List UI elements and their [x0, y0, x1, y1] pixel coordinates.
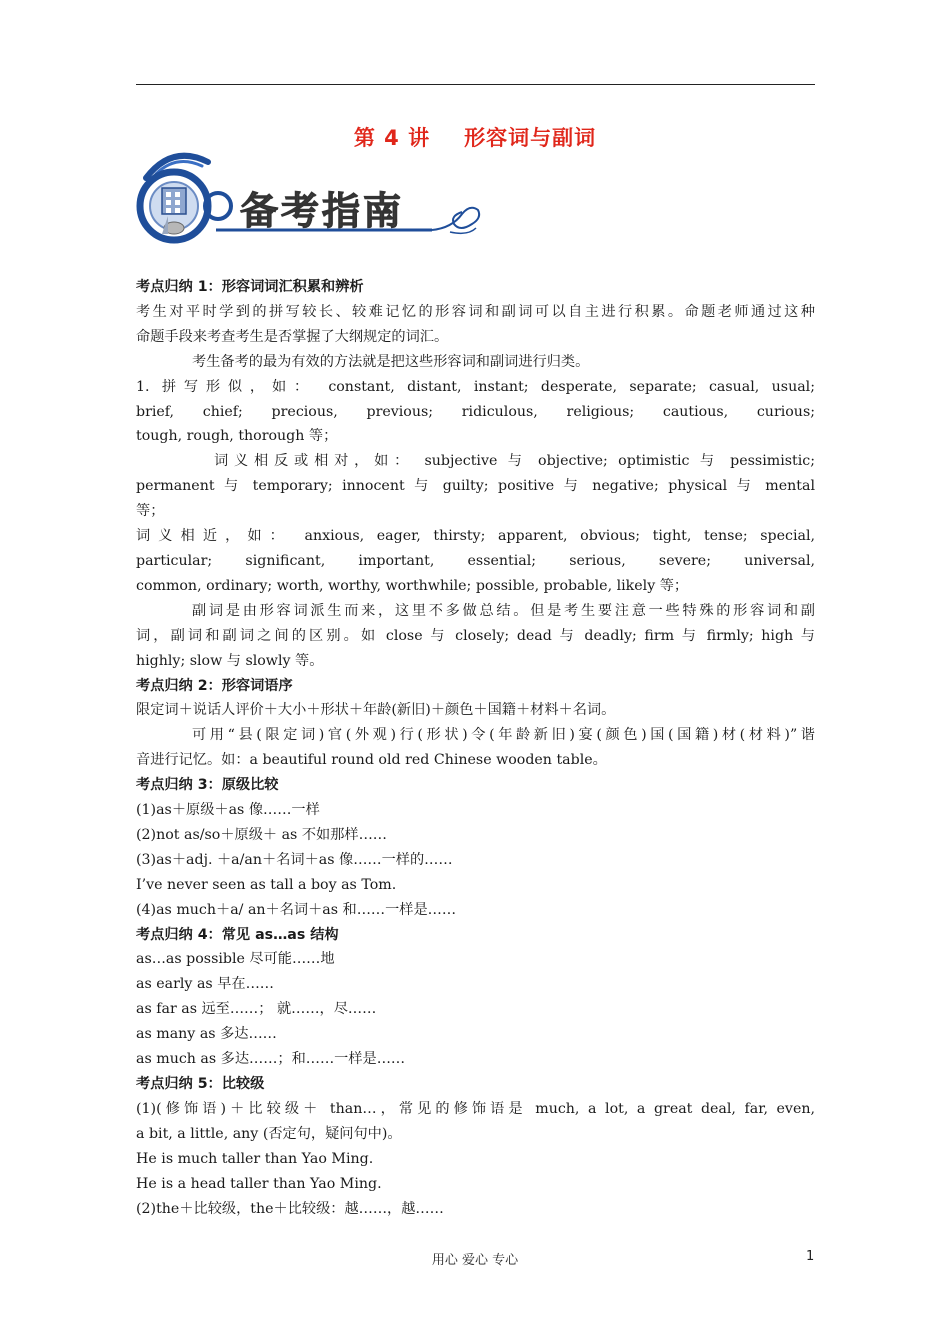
- paragraph-line: as much as 多达……；和……一样是……: [136, 1051, 406, 1068]
- paragraph-line: (2)the＋比较级，the＋比较级：越……，越……: [136, 1200, 444, 1217]
- paragraph-line: (1)as＋原级＋as 像……一样: [136, 802, 320, 819]
- paragraph-line: He is a head taller than Yao Ming.: [136, 1175, 382, 1192]
- lesson-number: 第 4 讲: [353, 126, 431, 150]
- paragraph-line: permanent 与 temporary; innocent 与 guilty; positive 与 negative; physical 与 mental: [136, 478, 815, 495]
- paragraph-line: 词，副词和副词之间的区别。如 close 与 closely; dead 与 deadly; firm 与 firmly; high 与: [136, 627, 815, 644]
- paragraph-line: as…as possible 尽可能……地: [136, 951, 335, 968]
- paragraph-line: as many as 多达……: [136, 1026, 277, 1043]
- paragraph-line: 考生对平时学到的拼写较长、较难记忆的形容词和副词可以自主进行积累。命题老师通过这种: [136, 303, 815, 320]
- paragraph-line: common, ordinary; worth, worthy, worthwhile; possible, probable, likely 等；: [136, 577, 689, 594]
- paragraph-line: 命题手段来考查考生是否掌握了大纲规定的词汇。: [136, 328, 449, 345]
- paragraph-line: (4)as much＋a/ an＋名词＋as 和……一样是……: [136, 901, 457, 918]
- paragraph-line: 音进行记忆。如：a beautiful round old red Chinese wooden table。: [136, 752, 607, 769]
- paragraph-line: 副词是由形容词派生而来，这里不多做总结。但是考生要注意一些特殊的形容词和副: [192, 602, 815, 619]
- paragraph-line: tough, rough, thorough 等；: [136, 428, 338, 445]
- header-rule: [136, 84, 815, 85]
- paragraph-line: particular; significant, important, essential; serious, severe; universal,: [136, 552, 815, 569]
- paragraph-line: as far as 远至……； 就……，尽……: [136, 1001, 377, 1018]
- paragraph-line: highly; slow 与 slowly 等。: [136, 652, 324, 669]
- page-number: 1: [806, 1249, 815, 1264]
- paragraph-line: brief, chief; precious, previous; ridiculous, religious; cautious, curious;: [136, 403, 815, 420]
- document-body: [136, 275, 815, 1221]
- paragraph-line: He is much taller than Yao Ming.: [136, 1150, 374, 1167]
- section-heading: 考点归纳 5：比较级: [136, 1076, 265, 1092]
- paragraph-line: I’ve never seen as tall a boy as Tom.: [136, 876, 397, 893]
- page-footer: 用心 爱心 专心: [431, 1253, 519, 1268]
- banner-logo-icon: [140, 156, 208, 240]
- lesson-topic: 形容词与副词: [464, 126, 597, 150]
- banner-flourish-icon: [432, 208, 479, 230]
- paragraph-line: 词义相反或相对，如： subjective 与 objective; optimistic 与 pessimistic;: [214, 453, 815, 470]
- paragraph-line: 限定词＋说话人评价＋大小＋形状＋年龄(新旧)＋颜色＋国籍＋材料＋名词。: [136, 702, 616, 719]
- paragraph-line: as early as 早在……: [136, 976, 274, 993]
- section-heading: 考点归纳 2：形容词语序: [136, 677, 293, 694]
- paragraph-line: (2)not as/so＋原级＋ as 不如那样……: [136, 826, 387, 843]
- section-heading: 考点归纳 4：常见 as…as 结构: [136, 926, 339, 943]
- paragraph-line: (1)(修饰语)＋比较级＋ than…，常见的修饰语是 much, a lot, a great deal, far, even,: [136, 1100, 815, 1117]
- section-heading: 考点归纳 3：原级比较: [136, 777, 279, 794]
- paragraph-line: (3)as＋adj. ＋a/an＋名词＋as 像……一样的……: [136, 851, 453, 868]
- section-heading: 考点归纳 1：形容词词汇积累和辨析: [136, 279, 364, 295]
- banner-title: 备考指南: [240, 189, 405, 233]
- banner-graphic: [132, 148, 492, 244]
- paragraph-line: 1. 拼写形似，如： constant, distant, instant; desperate, separate; casual, usual;: [136, 378, 815, 395]
- paragraph-line: a bit, a little, any (否定句，疑问句中)。: [136, 1125, 402, 1142]
- paragraph-line: 可用“县(限定词)官(外观)行(形状)令(年龄新旧)宴(颜色)国(国籍)材(材料)”谐: [192, 727, 815, 744]
- paragraph-line: 词义相近，如： anxious, eager, thirsty; apparent, obvious; tight, tense; special,: [136, 528, 815, 545]
- paragraph-line: 等；: [136, 503, 165, 520]
- paragraph-line: 考生备考的最为有效的方法就是把这些形容词和副词进行归类。: [192, 353, 590, 370]
